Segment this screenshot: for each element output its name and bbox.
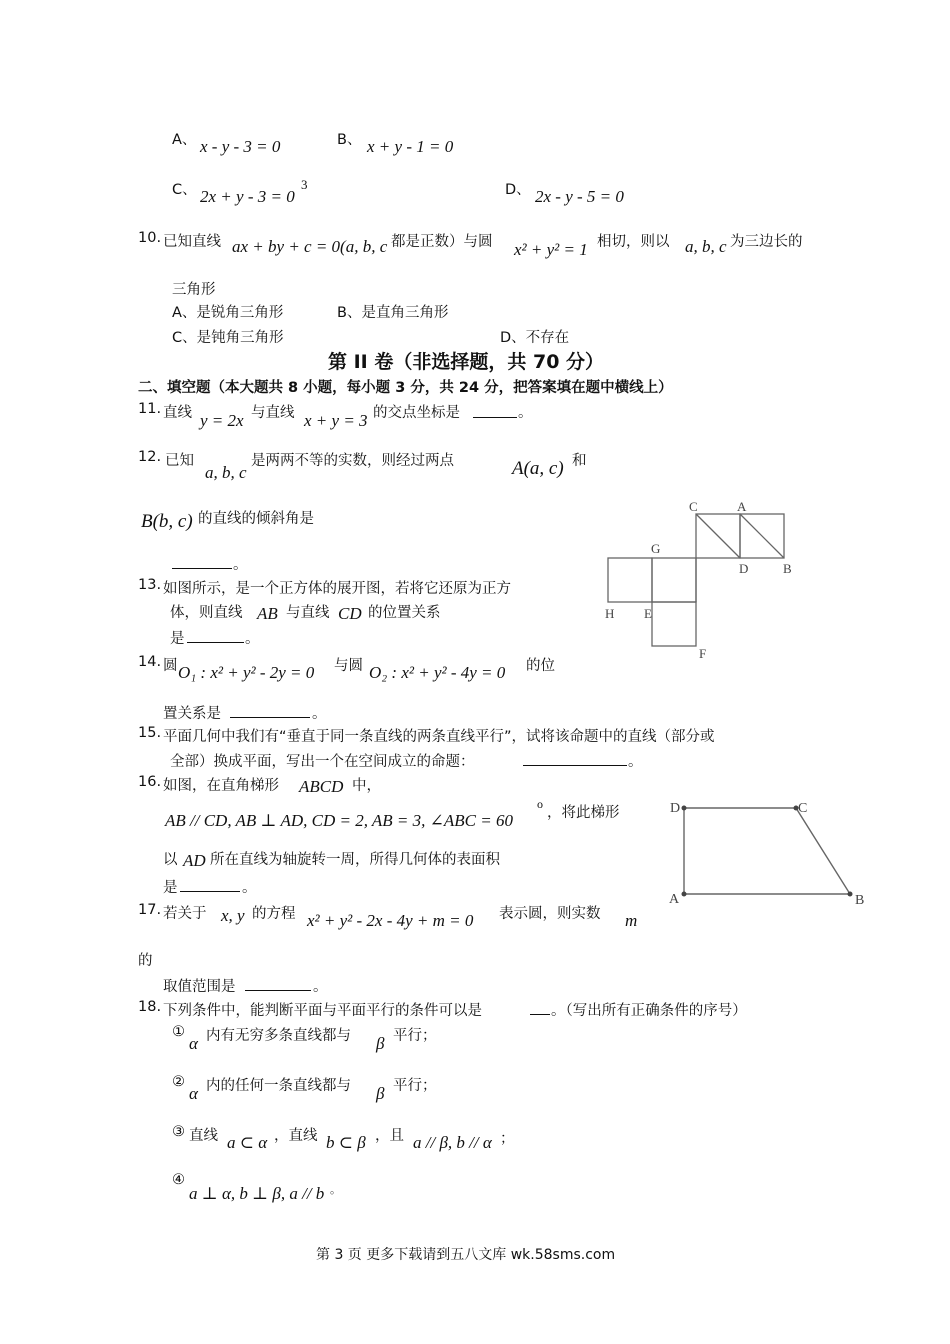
q18-option-1-beta: β xyxy=(376,1034,385,1053)
q14-text-3: 的位 xyxy=(526,658,555,674)
q16-math-2: AB // CD, AB ⊥ AD, CD = 2, AB = 3, ∠ABC = 60 xyxy=(165,811,513,830)
trapezoid-point-b xyxy=(848,892,853,897)
q18-option-3-text-4: ； xyxy=(500,1131,515,1147)
q14-number: 14. xyxy=(138,654,162,670)
q18-option-2-text: 内的任何一条直线都与 xyxy=(206,1078,351,1094)
q10-number: 10. xyxy=(138,230,162,246)
cube-net-figure xyxy=(602,498,802,663)
q18-option-1-text-2: 平行； xyxy=(393,1028,437,1044)
q18-answer-blank xyxy=(530,1000,550,1015)
q9-option-c-sup: 3 xyxy=(301,177,308,192)
q10-text-5: 三角形 xyxy=(172,282,216,298)
cube-label-d: D xyxy=(739,561,749,576)
q18-option-3-math-1: a ⊂ α xyxy=(227,1133,268,1152)
q18-option-1-alpha: α xyxy=(189,1034,198,1053)
q12-text-3: 和 xyxy=(572,453,587,469)
q18-option-1-text: 内有无穷多条直线都与 xyxy=(206,1028,351,1044)
cube-label-b: B xyxy=(783,561,792,576)
q13-text-6: 。 xyxy=(245,631,260,647)
q15-text-2: 全部）换成平面，写出一个在空间成立的命题： xyxy=(170,754,475,770)
q17-text-3: 表示圆，则实数 xyxy=(499,906,601,922)
q13-text-5: 是 xyxy=(170,631,185,647)
cube-label-a: A xyxy=(737,499,747,514)
q18-option-2-beta: β xyxy=(376,1084,385,1103)
q15-answer-blank xyxy=(523,751,627,766)
page-footer: 第 3 页 更多下载请到五八文库 wk.58sms.com xyxy=(316,1247,616,1263)
q10-text-4: 为三边长的 xyxy=(730,234,803,250)
q17-text-6: 。 xyxy=(313,979,328,995)
q12-math-1: a, b, c xyxy=(205,463,247,482)
q18-text-2: 。（写出所有正确条件的序号） xyxy=(551,1003,747,1019)
q10-text-3: 相切，则以 xyxy=(597,234,670,250)
q10-math-2: x² + y² = 1 xyxy=(514,240,588,259)
q17-math-1: x, y xyxy=(221,906,245,925)
trapezoid-outline xyxy=(684,808,850,894)
cube-label-g: G xyxy=(651,541,661,556)
trapezoid-point-a xyxy=(682,892,687,897)
q13-text-1: 如图所示，是一个正方体的展开图，若将它还原为正方 xyxy=(163,581,511,597)
q11-text-2: 与直线 xyxy=(251,405,295,421)
q16-text-4: 以 xyxy=(163,852,178,868)
q16-degree-sup: o xyxy=(537,797,543,811)
q9-option-d: D、 xyxy=(505,182,531,198)
q16-text-6: 是 xyxy=(163,880,178,896)
q13-text-4: 的位置关系 xyxy=(368,605,441,621)
cube-net-lines xyxy=(608,514,784,646)
q18-option-3-math-3: a // β, b // α xyxy=(413,1133,492,1152)
q14-text-2: 与圆 xyxy=(334,658,363,674)
q17-text-1: 若关于 xyxy=(163,906,207,922)
q17-text-2: 的方程 xyxy=(252,906,296,922)
q17-text-4: 的 xyxy=(138,953,153,969)
q10-option-c: C、是钝角三角形 xyxy=(172,330,284,346)
q9-option-a-expr: x - y - 3 = 0 xyxy=(200,137,281,156)
q11-text-1: 直线 xyxy=(163,405,192,421)
trap-label-d: D xyxy=(670,801,681,816)
q9-option-c: C、 xyxy=(172,182,197,198)
q9-option-b-expr: x + y - 1 = 0 xyxy=(367,137,454,156)
q12-text-5: 。 xyxy=(233,557,248,573)
q14-math-1: O₁ : x² + y² - 2y = 0 xyxy=(178,663,315,682)
q17-number: 17. xyxy=(138,902,162,918)
q11-number: 11. xyxy=(138,401,162,417)
q18-option-4-text: 。 xyxy=(330,1183,341,1196)
q18-option-2-text-2: 平行； xyxy=(393,1078,437,1094)
q12-math-2: A(a, c) xyxy=(512,458,564,479)
q10-math-3: a, b, c xyxy=(685,237,727,256)
q16-text-5: 所在直线为轴旋转一周，所得几何体的表面积 xyxy=(210,852,500,868)
trap-label-a: A xyxy=(669,892,680,907)
q15-text-1: 平面几何中我们有“垂直于同一条直线的两条直线平行”，试将该命题中的直线（部分或 xyxy=(163,729,715,745)
q17-math-3: m xyxy=(625,911,638,930)
q11-math-2: x + y = 3 xyxy=(304,411,368,430)
q18-option-4-num: ④ xyxy=(172,1172,185,1188)
q16-text-3: ，将此梯形 xyxy=(547,805,620,821)
q17-text-5: 取值范围是 xyxy=(163,979,236,995)
q12-text-1: 已知 xyxy=(165,453,194,469)
cube-label-h: H xyxy=(605,606,615,621)
section-title: 第 II 卷（非选择题，共 70 分） xyxy=(328,351,605,373)
q18-option-1-num: ① xyxy=(172,1024,185,1040)
q16-math-3: AD xyxy=(183,851,206,870)
q9-option-c-expr: 2x + y - 3 = 0 xyxy=(200,187,295,206)
q12-answer-blank xyxy=(172,554,232,569)
q12-number: 12. xyxy=(138,449,162,465)
q18-option-3-num: ③ xyxy=(172,1124,185,1140)
q18-text-1: 下列条件中，能判断平面与平面平行的条件可以是 xyxy=(163,1003,482,1019)
q18-option-3-math-2: b ⊂ β xyxy=(326,1133,366,1152)
q13-text-3: 与直线 xyxy=(286,605,330,621)
q17-math-2: x² + y² - 2x - 4y + m = 0 xyxy=(307,911,474,930)
trap-label-c: C xyxy=(798,801,808,816)
q14-answer-blank xyxy=(230,703,310,718)
q10-option-d: D、不存在 xyxy=(500,330,570,346)
q16-text-2: 中， xyxy=(352,778,381,794)
trapezoid-figure xyxy=(664,790,874,920)
q16-text-7: 。 xyxy=(242,880,257,896)
q15-text-3: 。 xyxy=(628,754,643,770)
q18-number: 18. xyxy=(138,999,162,1015)
section-heading: 二、填空题（本大题共 8 小题，每小题 3 分，共 24 分，把答案填在题中横线上） xyxy=(138,380,673,396)
q16-answer-blank xyxy=(180,877,240,892)
q11-text-3: 的交点坐标是 xyxy=(373,405,460,421)
cube-label-f: F xyxy=(699,646,707,661)
q13-number: 13. xyxy=(138,577,162,593)
q16-text-1: 如图，在直角梯形 xyxy=(163,778,279,794)
q9-option-d-expr: 2x - y - 5 = 0 xyxy=(535,187,624,206)
q14-text-4: 置关系是 xyxy=(163,706,221,722)
q13-text-2: 体，则直线 xyxy=(170,605,243,621)
q10-text-1: 已知直线 xyxy=(163,234,221,250)
cube-label-c: C xyxy=(689,499,698,514)
q18-option-2-alpha: α xyxy=(189,1084,198,1103)
q13-answer-blank xyxy=(187,628,244,643)
cube-label-e: E xyxy=(644,606,652,621)
q14-text-1: 圆 xyxy=(163,658,178,674)
q9-option-a xyxy=(172,128,196,149)
q12-math-3: B(b, c) xyxy=(141,511,193,532)
q18-option-3-text-3: ，且 xyxy=(375,1128,404,1144)
q18-option-2-num: ② xyxy=(172,1074,185,1090)
q16-number: 16. xyxy=(138,774,162,790)
q18-option-4-math: a ⊥ α, b ⊥ β, a // b xyxy=(189,1184,325,1203)
q18-option-3-text-2: ，直线 xyxy=(274,1128,318,1144)
q12-text-2: 是两两不等的实数，则经过两点 xyxy=(251,453,454,469)
q18-option-3-text-1: 直线 xyxy=(189,1128,218,1144)
q14-text-5: 。 xyxy=(312,706,327,722)
q9-option-b: B、 xyxy=(337,132,362,148)
q17-answer-blank xyxy=(245,976,311,991)
q11-text-4: 。 xyxy=(518,405,533,421)
q11-answer-blank xyxy=(473,403,517,418)
trapezoid-point-d xyxy=(682,806,687,811)
q10-text-2: 都是正数）与圆 xyxy=(391,234,493,250)
q12-text-4: 的直线的倾斜角是 xyxy=(198,511,314,527)
q14-math-2: O₂ : x² + y² - 4y = 0 xyxy=(369,663,506,682)
q13-math-1: AB xyxy=(257,604,278,623)
trap-label-b: B xyxy=(855,893,865,908)
q13-math-2: CD xyxy=(338,604,362,623)
q11-math-1: y = 2x xyxy=(200,411,244,430)
q15-number: 15. xyxy=(138,725,162,741)
q10-math-1: ax + by + c = 0(a, b, c xyxy=(232,237,388,256)
q10-option-a: A、是锐角三角形 xyxy=(172,305,284,321)
q10-option-b: B、是直角三角形 xyxy=(337,305,449,321)
q16-math-1: ABCD xyxy=(299,777,344,796)
option-label: A、 xyxy=(172,132,197,148)
